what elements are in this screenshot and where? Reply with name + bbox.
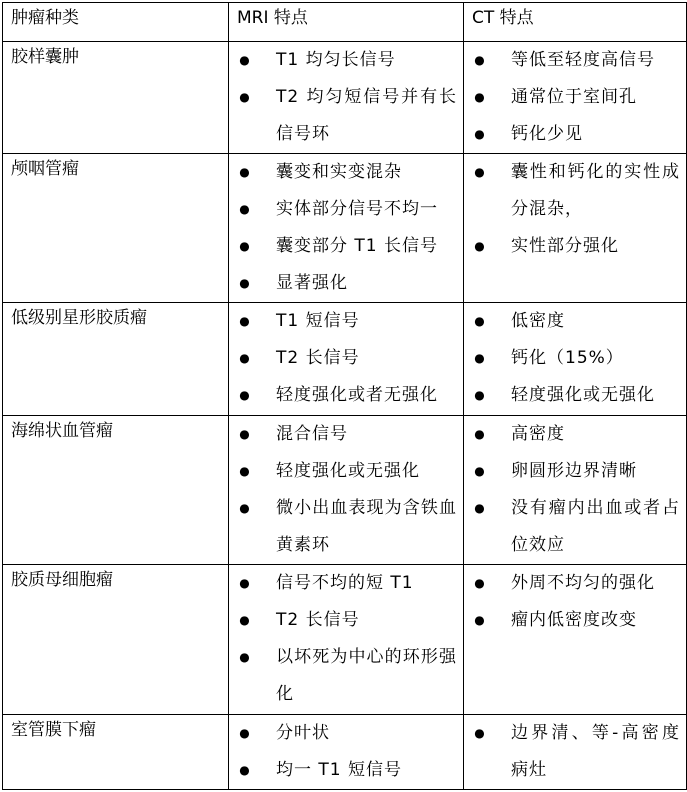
feature-text: 囊变部分 T1 长信号	[276, 236, 439, 256]
list-item	[229, 191, 463, 228]
list-item	[229, 303, 463, 340]
tumor-type-cell	[3, 715, 229, 790]
mri-feature-list	[229, 416, 463, 564]
bullet-icon: ●	[474, 388, 486, 402]
mri-cell	[229, 42, 464, 154]
feature-text: 实性部分强化	[511, 236, 619, 256]
list-item	[229, 228, 463, 265]
feature-text: T1 均匀长信号	[276, 50, 396, 70]
list-item	[464, 42, 686, 79]
bullet-icon: ●	[474, 427, 486, 441]
bullet-icon: ●	[239, 464, 251, 478]
list-item	[464, 565, 686, 602]
feature-text: 分叶状	[276, 723, 330, 743]
bullet-icon: ●	[239, 388, 251, 402]
bullet-icon: ●	[474, 576, 486, 590]
feature-text: 轻度强化或者无强化	[276, 385, 438, 405]
feature-text: 低密度	[511, 311, 565, 331]
feature-text: 囊变和实变混杂	[276, 162, 402, 182]
list-item	[229, 377, 463, 414]
bullet-icon: ●	[239, 576, 251, 590]
feature-text: 钙化（15%）	[511, 348, 624, 368]
list-item	[464, 453, 686, 490]
feature-text: 囊性和钙化的实性成分混杂，	[511, 162, 680, 219]
table-row	[3, 715, 687, 790]
mri-feature-list	[229, 715, 463, 789]
feature-text: 混合信号	[276, 424, 348, 444]
mri-cell	[229, 565, 464, 715]
feature-text: 轻度强化或无强化	[276, 461, 420, 481]
header-ct	[464, 3, 687, 42]
list-item	[229, 752, 463, 789]
mri-feature-list	[229, 565, 463, 713]
mri-cell	[229, 715, 464, 790]
feature-text: 没有瘤内出血或者占位效应	[511, 498, 680, 555]
list-item	[464, 303, 686, 340]
list-item	[229, 490, 463, 564]
table-row	[3, 154, 687, 303]
list-item	[464, 116, 686, 153]
ct-cell	[464, 416, 687, 565]
list-item	[229, 154, 463, 191]
tumor-type-cell	[3, 42, 229, 154]
mri-cell	[229, 416, 464, 565]
tumor-comparison-table	[2, 2, 687, 790]
header-ct-label: CT 特点	[472, 8, 534, 28]
list-item	[464, 602, 686, 639]
feature-text: 均一 T1 短信号	[276, 760, 403, 780]
bullet-icon: ●	[474, 127, 486, 141]
bullet-icon: ●	[474, 165, 486, 179]
bullet-icon: ●	[474, 613, 486, 627]
feature-text: T2 长信号	[276, 610, 360, 630]
ct-cell	[464, 565, 687, 715]
bullet-icon: ●	[474, 53, 486, 67]
list-item	[229, 416, 463, 453]
tumor-type-label: 海绵状血管瘤	[11, 421, 113, 441]
header-tumor-type	[3, 3, 229, 42]
list-item	[464, 79, 686, 116]
feature-text: T2 均匀短信号并有长信号环	[276, 87, 457, 144]
list-item	[464, 154, 686, 228]
tumor-type-cell	[3, 416, 229, 565]
bullet-icon: ●	[239, 90, 251, 104]
list-item	[464, 416, 686, 453]
feature-text: 瘤内低密度改变	[511, 610, 637, 630]
tumor-type-label: 室管膜下瘤	[11, 720, 96, 740]
list-item	[229, 639, 463, 713]
ct-feature-list	[464, 42, 686, 153]
ct-feature-list	[464, 303, 686, 414]
bullet-icon: ●	[239, 650, 251, 664]
list-item	[229, 602, 463, 639]
table-row	[3, 565, 687, 715]
feature-text: 高密度	[511, 424, 565, 444]
feature-text: T2 长信号	[276, 348, 360, 368]
list-item	[229, 265, 463, 302]
header-mri-label: MRI 特点	[237, 8, 308, 28]
table-header-row	[3, 3, 687, 42]
table-row	[3, 42, 687, 154]
bullet-icon: ●	[239, 427, 251, 441]
ct-feature-list	[464, 154, 686, 265]
bullet-icon: ●	[239, 239, 251, 253]
list-item	[229, 453, 463, 490]
feature-text: 卵圆形边界清晰	[511, 461, 637, 481]
bullet-icon: ●	[474, 726, 486, 740]
tumor-type-label: 胶样囊肿	[11, 47, 79, 67]
feature-text: 信号不均的短 T1	[276, 573, 414, 593]
tumor-type-cell	[3, 303, 229, 416]
ct-feature-list	[464, 565, 686, 639]
bullet-icon: ●	[239, 202, 251, 216]
bullet-icon: ●	[474, 90, 486, 104]
bullet-icon: ●	[239, 763, 251, 777]
bullet-icon: ●	[474, 464, 486, 478]
list-item	[464, 715, 686, 789]
list-item	[229, 79, 463, 153]
bullet-icon: ●	[239, 276, 251, 290]
bullet-icon: ●	[239, 351, 251, 365]
header-tumor-type-label: 肿瘤种类	[11, 8, 79, 28]
feature-text: 微小出血表现为含铁血黄素环	[276, 498, 457, 555]
tumor-type-label: 低级别星形胶质瘤	[11, 308, 147, 328]
list-item	[229, 42, 463, 79]
list-item	[464, 340, 686, 377]
feature-text: T1 短信号	[276, 311, 360, 331]
feature-text: 实体部分信号不均一	[276, 199, 438, 219]
tumor-type-cell	[3, 154, 229, 303]
tumor-type-cell	[3, 565, 229, 715]
list-item	[464, 377, 686, 414]
ct-cell	[464, 715, 687, 790]
tumor-type-label: 颅咽管瘤	[11, 159, 79, 179]
ct-feature-list	[464, 715, 686, 789]
header-mri	[229, 3, 464, 42]
feature-text: 以坏死为中心的环形强化	[276, 647, 457, 704]
ct-cell	[464, 42, 687, 154]
feature-text: 通常位于室间孔	[511, 87, 637, 107]
bullet-icon: ●	[239, 53, 251, 67]
bullet-icon: ●	[474, 239, 486, 253]
bullet-icon: ●	[239, 165, 251, 179]
bullet-icon: ●	[474, 351, 486, 365]
ct-feature-list	[464, 416, 686, 564]
feature-text: 轻度强化或无强化	[511, 385, 655, 405]
list-item	[464, 228, 686, 265]
mri-feature-list	[229, 42, 463, 153]
list-item	[464, 490, 686, 564]
bullet-icon: ●	[239, 501, 251, 515]
mri-feature-list	[229, 303, 463, 414]
table-row	[3, 416, 687, 565]
bullet-icon: ●	[474, 314, 486, 328]
feature-text: 钙化少见	[511, 124, 583, 144]
feature-text: 边界清、等-高密度病灶	[511, 723, 680, 780]
bullet-icon: ●	[239, 613, 251, 627]
tumor-type-label: 胶质母细胞瘤	[11, 570, 113, 590]
feature-text: 外周不均匀的强化	[511, 573, 655, 593]
feature-text: 等低至轻度高信号	[511, 50, 655, 70]
table-row	[3, 303, 687, 416]
mri-cell	[229, 154, 464, 303]
bullet-icon: ●	[239, 314, 251, 328]
mri-feature-list	[229, 154, 463, 302]
list-item	[229, 340, 463, 377]
list-item	[229, 565, 463, 602]
bullet-icon: ●	[239, 726, 251, 740]
list-item	[229, 715, 463, 752]
feature-text: 显著强化	[276, 273, 348, 293]
ct-cell	[464, 154, 687, 303]
ct-cell	[464, 303, 687, 416]
mri-cell	[229, 303, 464, 416]
bullet-icon: ●	[474, 501, 486, 515]
